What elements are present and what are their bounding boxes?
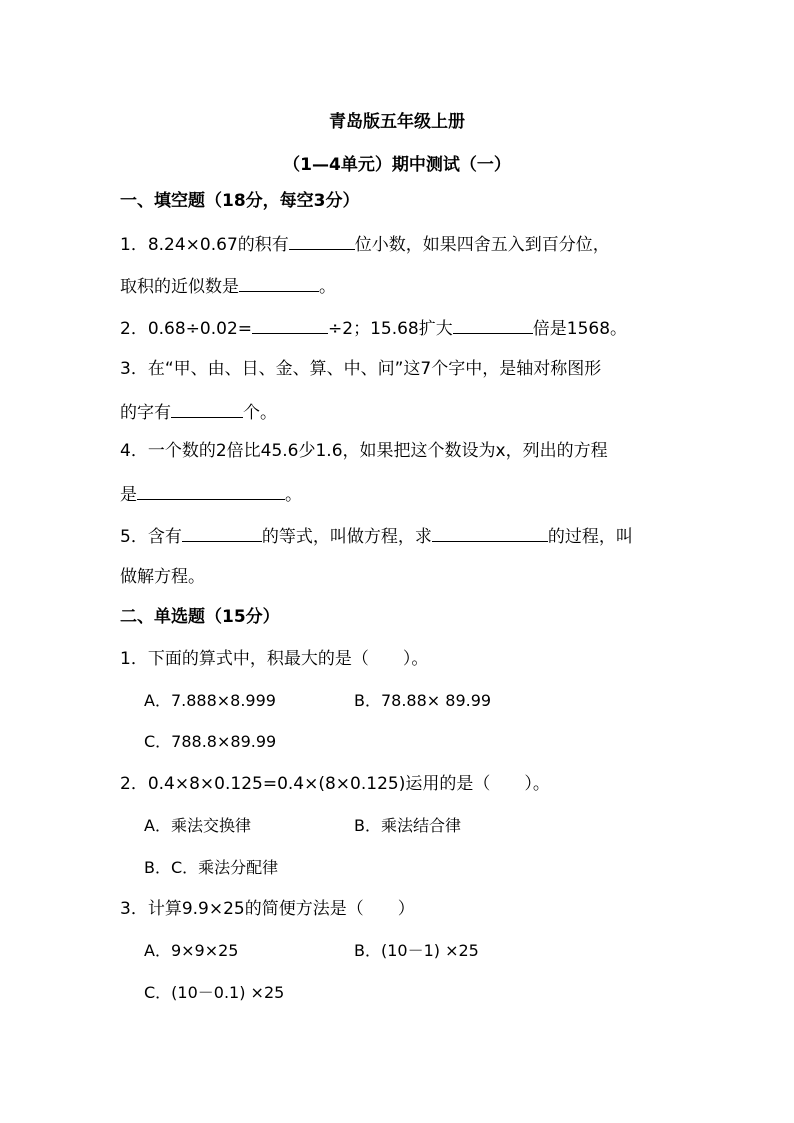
mc-question-3-option-c[interactable]: C．(10－0.1) ×25 [144, 983, 285, 1002]
question-1-line-1 [120, 232, 610, 256]
answer-blank[interactable] [182, 524, 262, 542]
question-text: 2．0.68÷0.02= [120, 319, 253, 339]
question-text: 。 [319, 277, 336, 297]
question-text: 。 [285, 485, 302, 505]
mc-question-1-stem: 1．下面的算式中，积最大的是（ ）。 [120, 649, 429, 669]
question-5-line-2 [120, 566, 205, 588]
question-text: 个。 [243, 403, 277, 423]
question-text: 1．8.24×0.67的积有 [120, 235, 289, 255]
question-text: 的等式，叫做方程，求 [261, 527, 432, 547]
mc-question-2-option-a[interactable]: A．乘法交换律 [144, 816, 251, 835]
question-text: ÷2；15.68扩大 [328, 319, 453, 339]
mc-question-3-stem: 3．计算9.9×25的简便方法是（ ） [120, 899, 415, 919]
question-text: 位小数，如果四舍五入到百分位， [354, 235, 610, 255]
question-text: 4．一个数的2倍比45.6少1.6，如果把这个数设为x，列出的方程 [120, 441, 608, 461]
answer-blank[interactable] [239, 274, 319, 292]
question-5-line-1 [120, 524, 633, 548]
question-3-line-1 [120, 358, 601, 380]
mc-question-1-option-c[interactable]: C．788.8×89.99 [144, 732, 277, 751]
question-2-line-1 [120, 316, 627, 340]
answer-blank[interactable] [289, 232, 355, 250]
section-heading-fill-blank: 一、填空题（18分，每空3分） [120, 191, 360, 211]
question-3-line-2 [120, 400, 277, 424]
question-text: 3．在“甲、由、日、金、算、中、问”这7个字中，是轴对称图形 [120, 359, 602, 379]
answer-blank[interactable] [432, 524, 548, 542]
answer-blank[interactable] [171, 400, 243, 418]
mc-question-3-option-a[interactable]: A．9×9×25 [144, 941, 239, 960]
question-text: 取积的近似数是 [120, 277, 239, 297]
question-4-line-2 [120, 482, 302, 506]
mc-question-1-option-b[interactable]: B．78.88× 89.99 [354, 691, 492, 710]
question-text: 做解方程。 [120, 567, 205, 587]
page-title: 青岛版五年级上册 [329, 112, 465, 132]
question-text: 5．含有 [120, 527, 182, 547]
question-text: 的过程，叫 [547, 527, 633, 547]
question-text: 倍是1568。 [532, 319, 628, 339]
page-subtitle: （1—4单元）期中测试（一） [283, 155, 511, 175]
answer-blank[interactable] [453, 316, 533, 334]
question-4-line-1 [120, 440, 608, 462]
question-text: 是 [120, 485, 137, 505]
mc-question-2-stem: 2．0.4×8×0.125=0.4×(8×0.125)运用的是（ ）。 [120, 774, 550, 794]
mc-question-2-option-c[interactable]: B．C．乘法分配律 [144, 858, 279, 877]
mc-question-2-option-b[interactable]: B．乘法结合律 [354, 816, 461, 835]
mc-question-3-option-b[interactable]: B．(10－1) ×25 [354, 941, 479, 960]
mc-question-1-option-a[interactable]: A．7.888×8.999 [144, 691, 276, 710]
answer-blank[interactable] [137, 482, 285, 500]
section-heading-single-choice: 二、单选题（15分） [120, 607, 280, 627]
question-1-line-2 [120, 274, 336, 298]
question-text: 的字有 [120, 403, 171, 423]
answer-blank[interactable] [252, 316, 328, 334]
